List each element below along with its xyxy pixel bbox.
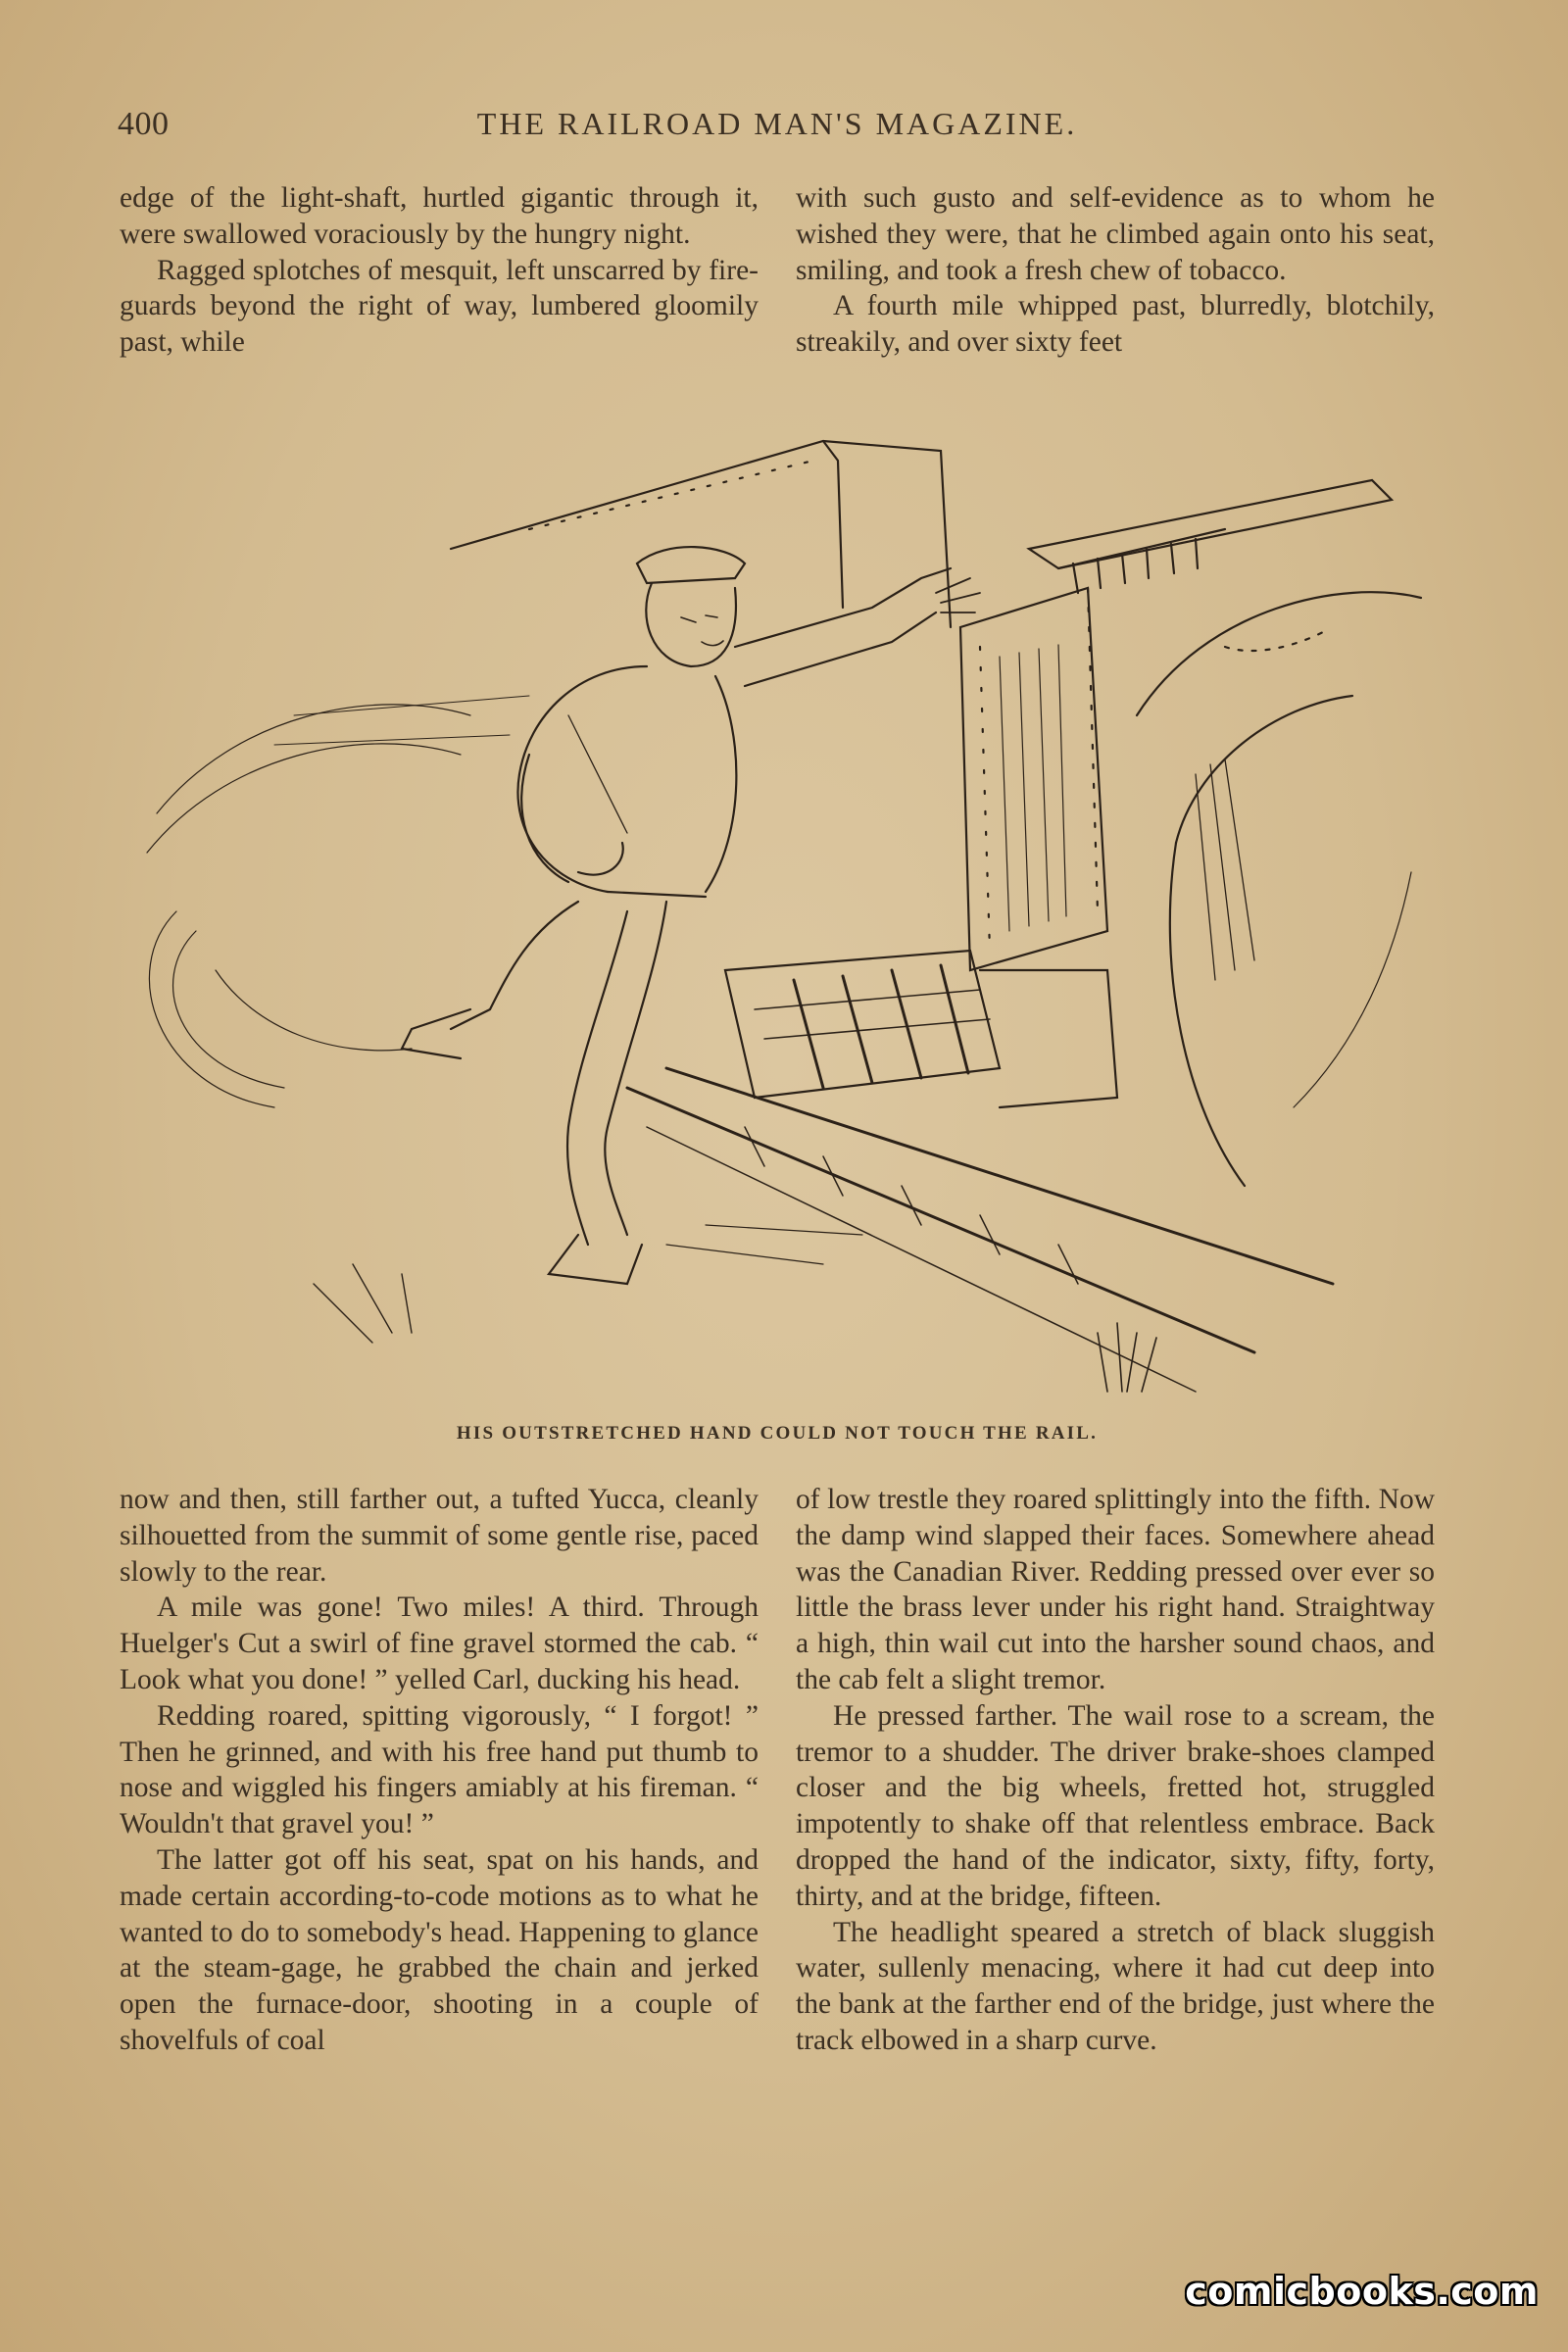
running-title: THE RAILROAD MAN'S MAGAZINE. <box>476 106 1078 141</box>
paragraph: The latter got off his seat, spat on his hands, and made certain according-to-code motions as to what he wanted to do to somebody's head. Happening to glance at the steam-gage, he grabbed the chain and jerked open the furnace-door, shooting in a couple of shovelfuls of coal <box>120 1843 759 2056</box>
page-header <box>118 106 1437 149</box>
paragraph: The headlight speared a stretch of black sluggish water, sullenly menacing, where it had cut deep into the bank at the farther end of the bridge, just where the track elbowed in a sharp curve. <box>796 1916 1435 2056</box>
paragraph: He pressed farther. The wail rose to a scream, the tremor to a shudder. The driver brake-shoes clamped closer and the big wheels, fretted hot, struggled impotently to shake off that relentless embrace. Back dropped the hand of the indicator, sixty, fifty, forty, thirty, and at the bridge, fifteen. <box>796 1699 1435 1912</box>
bottom-left-column <box>120 1482 759 2059</box>
paragraph: A fourth mile whipped past, blurredly, blotchily, streakily, and over sixty feet <box>796 290 1435 359</box>
paragraph: A mile was gone! Two miles! A third. Through Huelger's Cut a swirl of fine gravel stormed the cab. “ Look what you done! ” yelled Carl, ducking his head. <box>120 1592 759 1695</box>
bottom-right-column <box>796 1482 1435 2059</box>
illustration-caption: HIS OUTSTRETCHED HAND COULD NOT TOUCH THE RAIL. <box>456 1423 1099 1444</box>
paragraph: of low trestle they roared splittingly into the fifth. Now the damp wind slapped their faces. Somewhere ahead was the Canadian River. Redding pressed over ever so little the brass lever under his right hand. Straightway a high, thin wail cut into the harsher sound chaos, and the cab felt a slight tremor. <box>796 1484 1435 1695</box>
top-left-column <box>120 180 759 361</box>
watermark: comicbooks.com <box>1185 2270 1539 2313</box>
engine-cab-illustration <box>118 421 1450 1411</box>
top-right-column <box>796 180 1435 361</box>
paragraph: now and then, still farther out, a tufted Yucca, cleanly silhouetted from the summit of some gentle rise, paced slowly to the rear. <box>120 1484 759 1588</box>
paragraph: Ragged splotches of mesquit, left unscarred by fire-guards beyond the right of way, lumbered gloomily past, while <box>120 254 759 359</box>
page-number: 400 <box>118 106 170 142</box>
paragraph: with such gusto and self-evidence as to whom he wished they were, that he climbed again onto his seat, smiling, and took a fresh chew of tobacco. <box>796 182 1435 286</box>
paragraph: edge of the light-shaft, hurtled gigantic through it, were swallowed voraciously by the hungry night. <box>120 182 759 250</box>
paragraph: Redding roared, spitting vigorously, “ I forgot! ” Then he grinned, and with his free hand put thumb to nose and wiggled his fingers amiably at his fireman. “ Wouldn't that gravel you! ” <box>120 1699 759 1840</box>
